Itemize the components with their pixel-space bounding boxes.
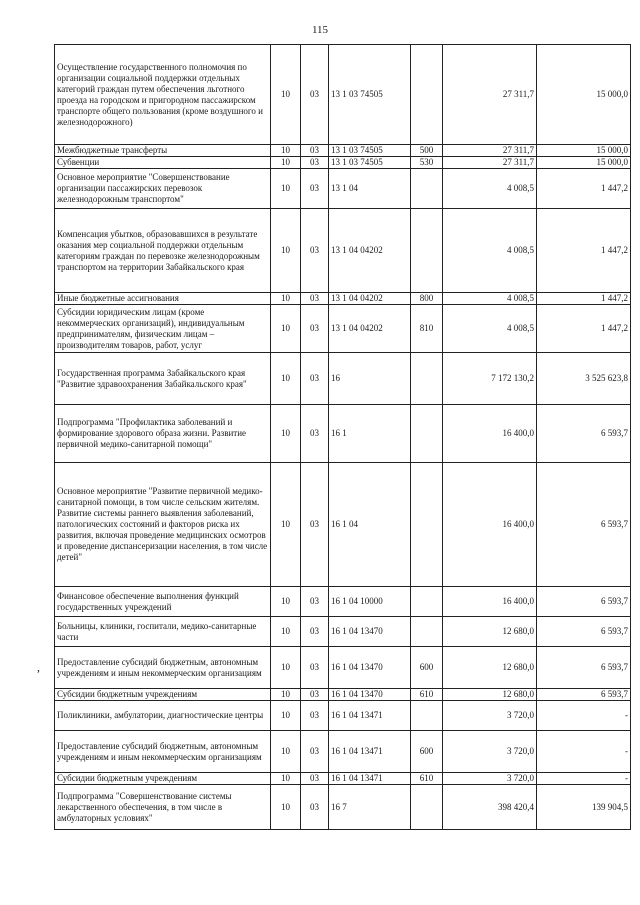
expense-type-code: 610 bbox=[411, 689, 443, 701]
table-row bbox=[55, 701, 631, 731]
table-row bbox=[55, 689, 631, 701]
target-article-code: 16 1 04 13471 bbox=[329, 701, 411, 731]
table-row bbox=[55, 305, 631, 353]
row-name: Предоставление субсидий бюджетным, автономным учреждениям и иным некоммерческим организациям bbox=[55, 647, 271, 689]
table-row bbox=[55, 731, 631, 773]
amount-2: 1 447,2 bbox=[537, 293, 631, 305]
amount-1: 398 420,4 bbox=[443, 785, 537, 830]
row-name: Финансовое обеспечение выполнения функций государственных учреждений bbox=[55, 587, 271, 617]
expense-type-code: 600 bbox=[411, 647, 443, 689]
table-row bbox=[55, 463, 631, 587]
section-code: 10 bbox=[271, 157, 301, 169]
table-row bbox=[55, 353, 631, 405]
target-article-code: 13 1 04 bbox=[329, 169, 411, 209]
section-code: 10 bbox=[271, 617, 301, 647]
amount-2: - bbox=[537, 773, 631, 785]
table-row bbox=[55, 45, 631, 145]
target-article-code: 16 1 04 bbox=[329, 463, 411, 587]
expense-type-code: 600 bbox=[411, 731, 443, 773]
budget-table-body bbox=[55, 45, 631, 830]
row-name: Иные бюджетные ассигнования bbox=[55, 293, 271, 305]
row-name: Межбюджетные трансферты bbox=[55, 145, 271, 157]
subsection-code: 03 bbox=[301, 157, 329, 169]
margin-mark: , bbox=[37, 660, 40, 674]
subsection-code: 03 bbox=[301, 463, 329, 587]
section-code: 10 bbox=[271, 463, 301, 587]
expense-type-code bbox=[411, 785, 443, 830]
amount-1: 3 720,0 bbox=[443, 773, 537, 785]
target-article-code: 13 1 04 04202 bbox=[329, 293, 411, 305]
table-row bbox=[55, 617, 631, 647]
amount-2: 6 593,7 bbox=[537, 647, 631, 689]
amount-1: 4 008,5 bbox=[443, 209, 537, 293]
section-code: 10 bbox=[271, 293, 301, 305]
row-name: Подпрограмма "Профилактика заболеваний и формирование здорового образа жизни. Развитие первичной медико-санитарной помощи" bbox=[55, 405, 271, 463]
budget-table bbox=[54, 44, 631, 830]
target-article-code: 13 1 03 74505 bbox=[329, 145, 411, 157]
table-row bbox=[55, 773, 631, 785]
row-name: Больницы, клиники, госпитали, медико-санитарные части bbox=[55, 617, 271, 647]
section-code: 10 bbox=[271, 587, 301, 617]
subsection-code: 03 bbox=[301, 169, 329, 209]
row-name: Субсидии бюджетным учреждениям bbox=[55, 773, 271, 785]
amount-2: 1 447,2 bbox=[537, 169, 631, 209]
subsection-code: 03 bbox=[301, 617, 329, 647]
section-code: 10 bbox=[271, 785, 301, 830]
page-number: 115 bbox=[311, 24, 329, 36]
amount-2: 15 000,0 bbox=[537, 145, 631, 157]
amount-2: - bbox=[537, 701, 631, 731]
subsection-code: 03 bbox=[301, 353, 329, 405]
target-article-code: 16 bbox=[329, 353, 411, 405]
amount-1: 3 720,0 bbox=[443, 731, 537, 773]
target-article-code: 16 1 04 10000 bbox=[329, 587, 411, 617]
row-name: Основное мероприятие "Развитие первичной медико-санитарной помощи, в том числе сельским жителям. Развитие системы раннего выявления заболеваний, патологических состояний и факторов риска их развития, включая проведение медицинских осмотров и проведение диспансеризации населения, в том числе детей" bbox=[55, 463, 271, 587]
target-article-code: 16 1 04 13470 bbox=[329, 647, 411, 689]
target-article-code: 16 1 04 13470 bbox=[329, 617, 411, 647]
target-article-code: 13 1 03 74505 bbox=[329, 157, 411, 169]
table-row bbox=[55, 785, 631, 830]
subsection-code: 03 bbox=[301, 145, 329, 157]
amount-1: 16 400,0 bbox=[443, 405, 537, 463]
expense-type-code: 810 bbox=[411, 305, 443, 353]
subsection-code: 03 bbox=[301, 701, 329, 731]
amount-2: 139 904,5 bbox=[537, 785, 631, 830]
subsection-code: 03 bbox=[301, 45, 329, 145]
table-row bbox=[55, 145, 631, 157]
amount-2: 6 593,7 bbox=[537, 587, 631, 617]
expense-type-code: 610 bbox=[411, 773, 443, 785]
amount-1: 4 008,5 bbox=[443, 305, 537, 353]
section-code: 10 bbox=[271, 209, 301, 293]
section-code: 10 bbox=[271, 169, 301, 209]
amount-1: 4 008,5 bbox=[443, 169, 537, 209]
expense-type-code bbox=[411, 405, 443, 463]
table-row bbox=[55, 405, 631, 463]
amount-2: 15 000,0 bbox=[537, 45, 631, 145]
amount-2: - bbox=[537, 731, 631, 773]
amount-1: 16 400,0 bbox=[443, 587, 537, 617]
expense-type-code bbox=[411, 617, 443, 647]
table-row bbox=[55, 647, 631, 689]
section-code: 10 bbox=[271, 145, 301, 157]
section-code: 10 bbox=[271, 405, 301, 463]
row-name: Подпрограмма "Совершенствование системы лекарственного обеспечения, в том числе в амбулаторных условиях" bbox=[55, 785, 271, 830]
section-code: 10 bbox=[271, 353, 301, 405]
section-code: 10 bbox=[271, 773, 301, 785]
section-code: 10 bbox=[271, 731, 301, 773]
amount-2: 6 593,7 bbox=[537, 463, 631, 587]
subsection-code: 03 bbox=[301, 689, 329, 701]
row-name: Субсидии бюджетным учреждениям bbox=[55, 689, 271, 701]
amount-2: 6 593,7 bbox=[537, 405, 631, 463]
expense-type-code bbox=[411, 45, 443, 145]
expense-type-code bbox=[411, 353, 443, 405]
amount-2: 6 593,7 bbox=[537, 689, 631, 701]
amount-1: 16 400,0 bbox=[443, 463, 537, 587]
expense-type-code bbox=[411, 209, 443, 293]
amount-1: 12 680,0 bbox=[443, 647, 537, 689]
section-code: 10 bbox=[271, 701, 301, 731]
subsection-code: 03 bbox=[301, 293, 329, 305]
amount-1: 12 680,0 bbox=[443, 617, 537, 647]
section-code: 10 bbox=[271, 45, 301, 145]
expense-type-code: 530 bbox=[411, 157, 443, 169]
row-name: Предоставление субсидий бюджетным, автономным учреждениям и иным некоммерческим организациям bbox=[55, 731, 271, 773]
row-name: Осуществление государственного полномочия по организации социальной поддержки отдельных категорий граждан путем обеспечения льготного проезда на городском и пригородном пассажирском транспорте общего пользования (кроме воздушного и железнодорожного) bbox=[55, 45, 271, 145]
amount-1: 4 008,5 bbox=[443, 293, 537, 305]
subsection-code: 03 bbox=[301, 647, 329, 689]
amount-2: 6 593,7 bbox=[537, 617, 631, 647]
target-article-code: 16 1 04 13471 bbox=[329, 773, 411, 785]
table-row bbox=[55, 209, 631, 293]
row-name: Государственная программа Забайкальского края "Развитие здравоохранения Забайкальского края" bbox=[55, 353, 271, 405]
target-article-code: 16 1 bbox=[329, 405, 411, 463]
amount-1: 3 720,0 bbox=[443, 701, 537, 731]
subsection-code: 03 bbox=[301, 587, 329, 617]
amount-2: 1 447,2 bbox=[537, 305, 631, 353]
row-name: Субвенции bbox=[55, 157, 271, 169]
subsection-code: 03 bbox=[301, 785, 329, 830]
subsection-code: 03 bbox=[301, 305, 329, 353]
amount-1: 27 311,7 bbox=[443, 45, 537, 145]
table-row bbox=[55, 293, 631, 305]
row-name: Основное мероприятие "Совершенствование организации пассажирских перевозок железнодорожным транспортом" bbox=[55, 169, 271, 209]
expense-type-code bbox=[411, 701, 443, 731]
target-article-code: 13 1 04 04202 bbox=[329, 209, 411, 293]
target-article-code: 13 1 04 04202 bbox=[329, 305, 411, 353]
subsection-code: 03 bbox=[301, 405, 329, 463]
amount-2: 1 447,2 bbox=[537, 209, 631, 293]
amount-1: 7 172 130,2 bbox=[443, 353, 537, 405]
expense-type-code bbox=[411, 463, 443, 587]
table-row bbox=[55, 157, 631, 169]
expense-type-code: 800 bbox=[411, 293, 443, 305]
table-row bbox=[55, 587, 631, 617]
amount-2: 15 000,0 bbox=[537, 157, 631, 169]
amount-1: 27 311,7 bbox=[443, 157, 537, 169]
expense-type-code: 500 bbox=[411, 145, 443, 157]
row-name: Поликлиники, амбулатории, диагностические центры bbox=[55, 701, 271, 731]
amount-2: 3 525 623,8 bbox=[537, 353, 631, 405]
amount-1: 27 311,7 bbox=[443, 145, 537, 157]
table-row bbox=[55, 169, 631, 209]
target-article-code: 13 1 03 74505 bbox=[329, 45, 411, 145]
expense-type-code bbox=[411, 169, 443, 209]
expense-type-code bbox=[411, 587, 443, 617]
subsection-code: 03 bbox=[301, 731, 329, 773]
target-article-code: 16 1 04 13471 bbox=[329, 731, 411, 773]
subsection-code: 03 bbox=[301, 209, 329, 293]
target-article-code: 16 7 bbox=[329, 785, 411, 830]
section-code: 10 bbox=[271, 689, 301, 701]
row-name: Субсидии юридическим лицам (кроме некоммерческих организаций), индивидуальным предпринимателям, физическим лицам – производителям товаров, работ, услуг bbox=[55, 305, 271, 353]
amount-1: 12 680,0 bbox=[443, 689, 537, 701]
row-name: Компенсация убытков, образовавшихся в результате оказания мер социальной поддержки отдельным категориям граждан по перевозке железнодорожным транспортом на территории Забайкальского края bbox=[55, 209, 271, 293]
section-code: 10 bbox=[271, 647, 301, 689]
target-article-code: 16 1 04 13470 bbox=[329, 689, 411, 701]
subsection-code: 03 bbox=[301, 773, 329, 785]
section-code: 10 bbox=[271, 305, 301, 353]
